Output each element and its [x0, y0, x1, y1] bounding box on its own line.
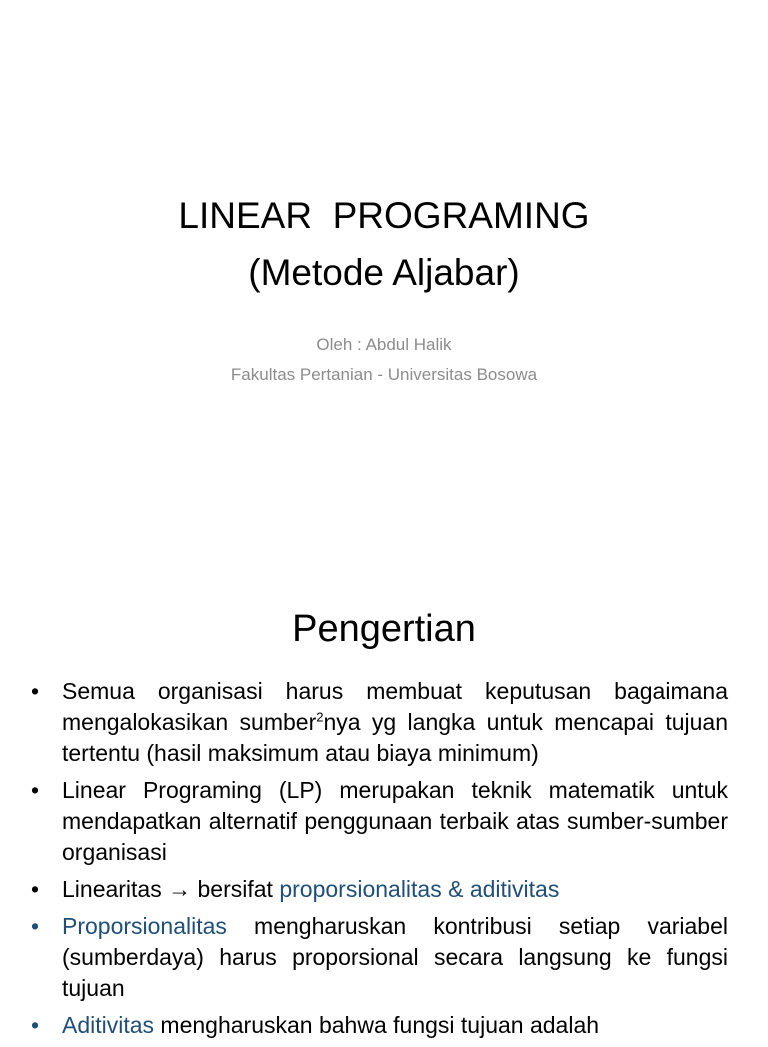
- bullet-dot-icon: •: [31, 913, 40, 939]
- slide-subtitle-method: (Metode Aljabar): [248, 252, 520, 293]
- accent-term: proporsionalitas & aditivitas: [279, 876, 560, 902]
- bullet-item: [31, 775, 728, 868]
- bullet-dot-icon: •: [31, 678, 40, 704]
- bullet-item: [31, 911, 728, 1004]
- slide-heading: Pengertian: [292, 608, 476, 650]
- bullet-text: Aditivitas mengharuskan bahwa fungsi tujuan adalah: [62, 1012, 600, 1038]
- bullet-text: Semua organisasi harus membuat keputusan bagaimana mengalokasikan sumber$^2$nya yg langka untuk mencapai tujuan tertentu (hasil maksimum atau biaya minimum): [62, 678, 728, 766]
- arrow-icon: →: [168, 876, 192, 902]
- accent-term: Proporsionalitas: [62, 913, 227, 939]
- affiliation-line: Fakultas Pertanian - Universitas Bosowa: [230, 365, 538, 384]
- slide-title: LINEAR PROGRAMING: [178, 195, 590, 236]
- bullet-text: Linearitas → bersifat proporsionalitas & aditivitas: [62, 876, 560, 902]
- author-line: Oleh : Abdul Halik: [316, 335, 452, 354]
- content-slide: [0, 576, 768, 1038]
- accent-term: Aditivitas: [62, 1012, 155, 1038]
- bullet-dot-icon: •: [31, 1012, 40, 1038]
- superscript: 2: [316, 709, 324, 725]
- bullet-text: Linear Programing (LP) merupakan teknik matematik untuk mendapatkan alternatif penggunaan terbaik atas sumber-sumber organisasi: [62, 777, 728, 865]
- bullet-item: [31, 874, 728, 905]
- bullet-item: [31, 676, 728, 769]
- bullet-dot-icon: •: [31, 777, 40, 803]
- bullet-text: Proporsionalitas mengharuskan kontribusi setiap variabel (sumberdaya) harus proporsional secara langsung ke fungsi tujuan: [62, 913, 728, 1001]
- bullet-item: [31, 1010, 728, 1041]
- bullet-dot-icon: •: [31, 876, 40, 902]
- bullet-list: [31, 676, 728, 1047]
